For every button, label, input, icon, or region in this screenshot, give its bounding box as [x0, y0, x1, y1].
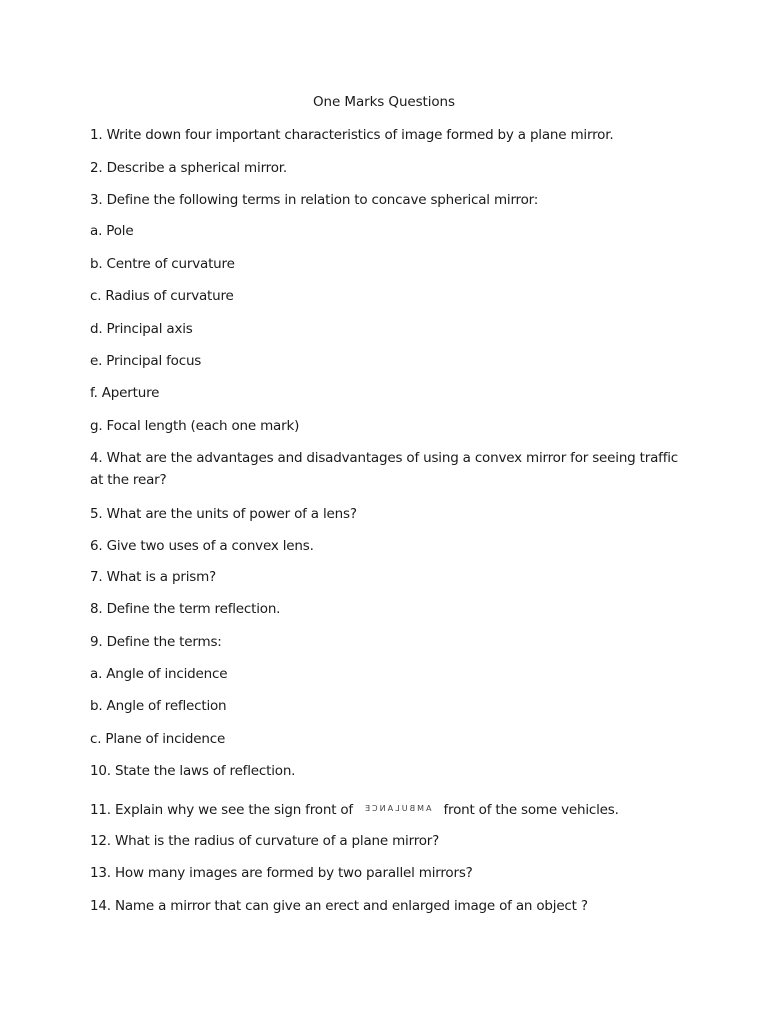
term-principal-focus: e. Principal focus: [90, 353, 202, 369]
question-4: 4. What are the advantages and disadvantages of using a convex mirror for seeing traffic at the rear?: [90, 450, 679, 488]
term-angle-of-incidence: a. Angle of incidence: [90, 666, 228, 682]
term-angle-of-reflection: b. Angle of reflection: [90, 698, 227, 714]
term-pole: a. Pole: [90, 223, 134, 239]
question-11: [90, 798, 690, 821]
question-13: 13. How many images are formed by two parallel mirrors?: [90, 865, 473, 881]
mirrored-ambulance-sign: AMBULANCE: [363, 804, 432, 813]
question-11-end: front of the some vehicles.: [443, 802, 619, 818]
term-plane-of-incidence: c. Plane of incidence: [90, 731, 226, 747]
question-5: 5. What are the units of power of a lens?: [90, 506, 357, 522]
question-3: 3. Define the following terms in relation to concave spherical mirror:: [90, 192, 539, 208]
term-principal-axis: d. Principal axis: [90, 321, 193, 337]
term-centre-of-curvature: b. Centre of curvature: [90, 256, 235, 272]
question-12: 12. What is the radius of curvature of a plane mirror?: [90, 833, 440, 849]
term-focal-length: g. Focal length (each one mark): [90, 418, 300, 434]
page-title: One Marks Questions: [313, 94, 455, 110]
question-14: 14. Name a mirror that can give an erect and enlarged image of an object ?: [90, 898, 588, 914]
question-9: 9. Define the terms:: [90, 634, 222, 650]
question-8: 8. Define the term reflection.: [90, 601, 281, 617]
question-11-start: 11. Explain why we see the sign front of: [90, 802, 353, 818]
question-10: 10. State the laws of reflection.: [90, 763, 296, 779]
question-6: 6. Give two uses of a convex lens.: [90, 538, 314, 554]
question-2: 2. Describe a spherical mirror.: [90, 160, 287, 176]
question-1: 1. Write down four important characteristics of image formed by a plane mirror.: [90, 127, 614, 143]
question-7: 7. What is a prism?: [90, 569, 216, 585]
term-aperture: f. Aperture: [90, 385, 160, 401]
term-radius-of-curvature: c. Radius of curvature: [90, 288, 234, 304]
